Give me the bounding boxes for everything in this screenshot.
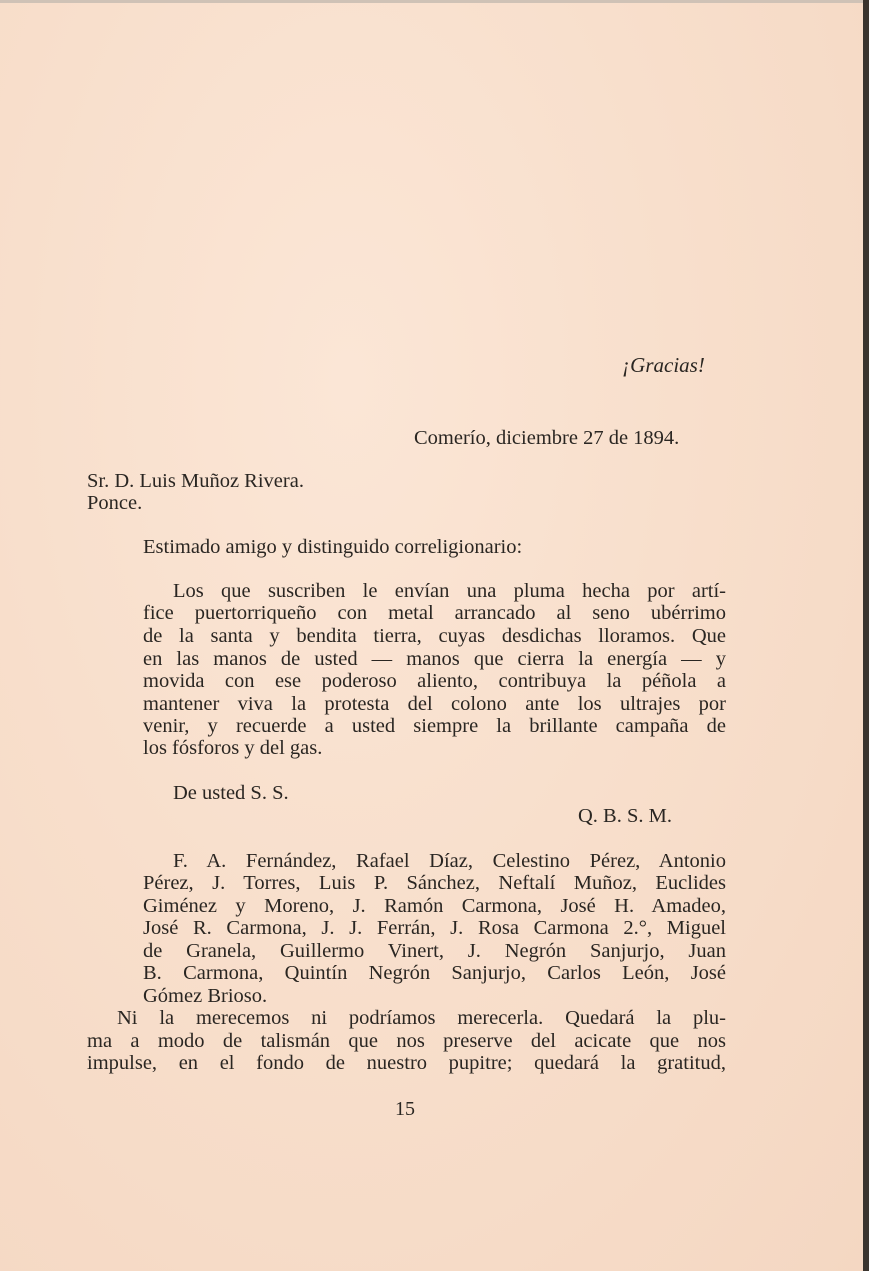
body-line: mantener viva la protesta del colono ante los ultrajes por (143, 693, 726, 715)
body-line: de la santa y bendita tierra, cuyas desdichas lloramos. Que (143, 625, 726, 647)
salutation: Estimado amigo y distinguido correligionario: (143, 536, 523, 558)
signatories-line: José R. Carmona, J. J. Ferrán, J. Rosa Carmona 2.°, Miguel (143, 917, 726, 939)
body-line: fice puertorriqueño con metal arrancado al seno ubérrimo (143, 602, 726, 624)
body-line: venir, y recuerde a usted siempre la brillante campaña de (143, 715, 726, 737)
signatories-line: Gómez Brioso. (143, 985, 268, 1007)
body-line: en las manos de usted — manos que cierra la energía — y (143, 648, 726, 670)
body-line: los fósforos y del gas. (143, 737, 323, 759)
signatories-line: Giménez y Moreno, J. Ramón Carmona, José H. Amadeo, (143, 895, 726, 917)
reply-line: impulse, en el fondo de nuestro pupitre; quedará la gratitud, (87, 1052, 726, 1074)
recipient-name: Sr. D. Luis Muñoz Rivera. (87, 470, 304, 492)
recipient-city: Ponce. (87, 492, 143, 514)
signatories-line: B. Carmona, Quintín Negrón Sanjurjo, Carlos León, José (143, 962, 726, 984)
body-line: movida con ese poderoso aliento, contribuya la péñola a (143, 670, 726, 692)
signatories-line: Pérez, J. Torres, Luis P. Sánchez, Neftalí Muñoz, Euclides (143, 872, 726, 894)
closing-formula: Q. B. S. M. (578, 805, 672, 827)
signatories-line: de Granela, Guillermo Vinert, J. Negrón Sanjurjo, Juan (143, 940, 726, 962)
page-top-edge (0, 0, 869, 3)
body-line: Los que suscriben le envían una pluma hecha por artí- (173, 580, 726, 602)
dateline: Comerío, diciembre 27 de 1894. (414, 427, 680, 449)
page-number: 15 (395, 1098, 415, 1120)
reply-line: ma a modo de talismán que nos preserve del acicate que nos (87, 1030, 726, 1052)
letter-title: ¡Gracias! (622, 353, 705, 377)
page-right-edge (863, 0, 869, 1271)
reply-line: Ni la merecemos ni podríamos merecerla. Quedará la plu- (117, 1007, 726, 1029)
closing: De usted S. S. (173, 782, 289, 804)
signatories-line: F. A. Fernández, Rafael Díaz, Celestino Pérez, Antonio (173, 850, 726, 872)
